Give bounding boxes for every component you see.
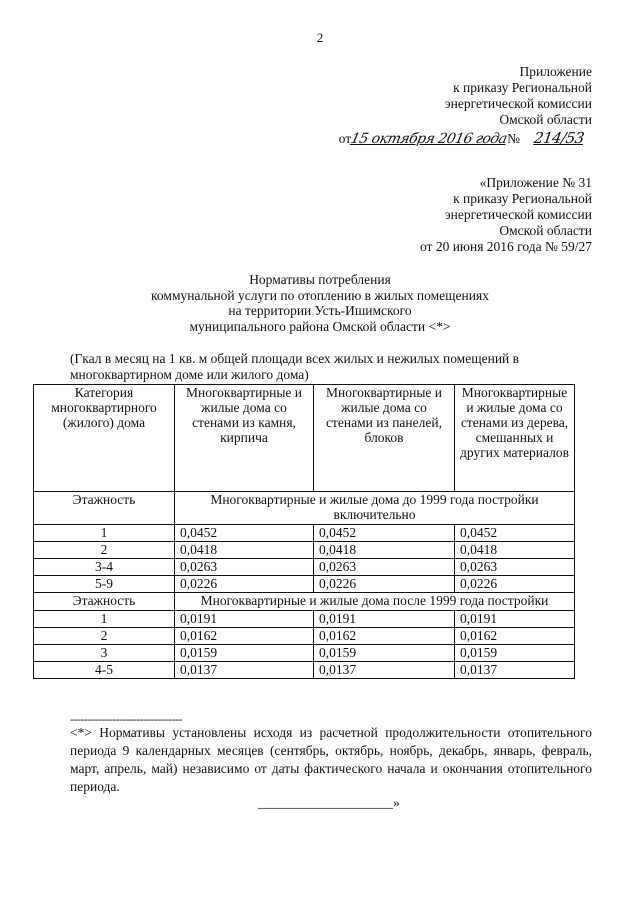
- table-row: [34, 611, 575, 628]
- table-row: [34, 576, 575, 593]
- floors-cell: 5-9: [34, 576, 175, 593]
- number-label: №: [507, 131, 520, 146]
- value-cell: 0,0226: [314, 576, 455, 593]
- floors-cell: 1: [34, 525, 175, 542]
- table-row: [34, 542, 575, 559]
- floors-cell: 2: [34, 542, 175, 559]
- appendix-31-line: к приказу Региональной: [453, 191, 592, 206]
- value-cell: 0,0162: [314, 628, 455, 645]
- norms-table: [33, 384, 575, 679]
- section-title: Многоквартирные и жилые дома до 1999 года постройки включительно: [175, 492, 575, 525]
- page-number: 2: [316, 30, 324, 45]
- footnote-rule: --------------------------------: [70, 712, 182, 726]
- appendix-header: [445, 64, 592, 128]
- appendix-31-line: Омской области: [499, 223, 592, 238]
- value-cell: 0,0162: [455, 628, 575, 645]
- section-title: Многоквартирные и жилые дома после 1999 года постройки: [175, 593, 575, 611]
- value-cell: 0,0137: [455, 662, 575, 679]
- section-label: Этажность: [34, 593, 175, 611]
- floors-cell: 3: [34, 645, 175, 662]
- value-cell: 0,0191: [455, 611, 575, 628]
- appendix-31-reference: [420, 175, 592, 255]
- header-stone-brick: Многоквартирные и жилые дома со стенами из камня, кирпича: [175, 385, 314, 492]
- table-row: [34, 525, 575, 542]
- date-prefix: от: [338, 131, 352, 146]
- value-cell: 0,0159: [175, 645, 314, 662]
- title-line: коммунальной услуги по отоплению в жилых помещениях: [151, 287, 489, 303]
- value-cell: 0,0226: [455, 576, 575, 593]
- value-cell: 0,0263: [175, 559, 314, 576]
- floors-cell: 1: [34, 611, 175, 628]
- value-cell: 0,0452: [175, 525, 314, 542]
- value-cell: 0,0418: [314, 542, 455, 559]
- value-cell: 0,0452: [314, 525, 455, 542]
- table-row: [34, 645, 575, 662]
- footnote-text: <*> Нормативы установлены исходя из расчетной продолжительности отопительного периода 9 календарных месяцев (сентябрь, октябрь, ноябрь, декабрь, январь, февраль, март, апрель, май) независимо от даты фактического начала и окончания отопительного периода.: [70, 725, 592, 794]
- document-title: [0, 272, 640, 334]
- units-line: (Гкал в месяц на 1 кв. м общей площади всех жилых и нежилых помещений в: [70, 351, 520, 366]
- value-cell: 0,0159: [455, 645, 575, 662]
- value-cell: 0,0263: [314, 559, 455, 576]
- value-cell: 0,0137: [314, 662, 455, 679]
- value-cell: 0,0418: [455, 542, 575, 559]
- value-cell: 0,0162: [175, 628, 314, 645]
- units-line: многоквартирном доме или жилого дома): [70, 366, 309, 382]
- value-cell: 0,0137: [175, 662, 314, 679]
- order-date-line: [339, 129, 588, 148]
- floors-cell: 2: [34, 628, 175, 645]
- section-header-row: [34, 492, 575, 525]
- handwritten-number: 214/53: [532, 129, 586, 147]
- appendix-31-line: от 20 июня 2016 года № 59/27: [419, 239, 592, 254]
- appendix-header-line: Приложение: [519, 64, 592, 79]
- floors-cell: 3-4: [34, 559, 175, 576]
- table-row: [34, 559, 575, 576]
- title-line: Нормативы потребления: [249, 272, 391, 287]
- value-cell: 0,0191: [314, 611, 455, 628]
- table-row: [34, 662, 575, 679]
- table-header-row: [34, 385, 575, 492]
- title-line: на территории Усть-Ишимского: [228, 303, 412, 318]
- floors-cell: 4-5: [34, 662, 175, 679]
- value-cell: 0,0418: [175, 542, 314, 559]
- section-header-row: [34, 593, 575, 611]
- value-cell: 0,0263: [455, 559, 575, 576]
- section-label: Этажность: [34, 492, 175, 525]
- value-cell: 0,0452: [455, 525, 575, 542]
- units-note: [70, 351, 610, 382]
- header-panel-block: Многоквартирные и жилые дома со стенами из панелей, блоков: [314, 385, 455, 492]
- handwritten-date: 15 октября 2016 года: [349, 131, 509, 147]
- value-cell: 0,0191: [175, 611, 314, 628]
- closing-line: ____________________»: [258, 795, 400, 810]
- appendix-header-line: к приказу Региональной: [453, 80, 592, 95]
- value-cell: 0,0226: [175, 576, 314, 593]
- appendix-header-line: энергетической комиссии: [444, 96, 592, 111]
- title-line: муниципального района Омской области <*>: [189, 318, 451, 334]
- appendix-31-line: энергетической комиссии: [444, 207, 592, 222]
- appendix-header-line: Омской области: [499, 112, 592, 127]
- value-cell: 0,0159: [314, 645, 455, 662]
- header-category: Категория многоквартирного (жилого) дома: [34, 385, 175, 492]
- header-wood-mixed: Многоквартирные и жилые дома со стенами из дерева, смешанных и других материалов: [455, 385, 575, 492]
- appendix-31-line: «Приложение № 31: [479, 175, 592, 190]
- table-row: [34, 628, 575, 645]
